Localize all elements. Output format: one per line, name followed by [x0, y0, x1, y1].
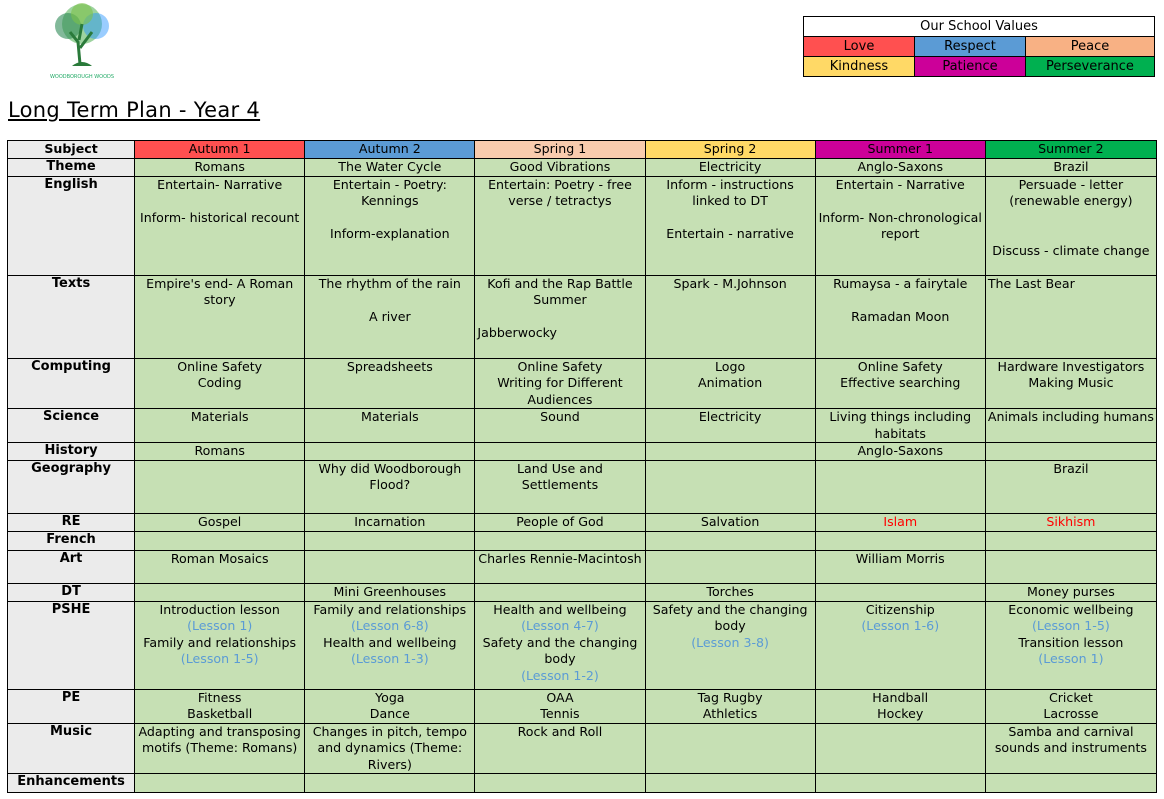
plan-cell [135, 176, 305, 275]
plan-cell [985, 531, 1156, 550]
lesson-range: (Lesson 1) [187, 618, 253, 633]
subject-label: PE [8, 689, 135, 723]
plan-row-geography [8, 460, 1157, 513]
cell-line: Empire's end- A Roman story [146, 275, 294, 307]
cell-line: The Last Bear [987, 275, 1075, 291]
plan-cell [815, 176, 985, 275]
plan-cell: Living things including habitats [815, 409, 985, 443]
subject-label: English [8, 176, 135, 275]
plan-row-art [8, 550, 1157, 583]
cell-line [818, 724, 983, 741]
cell-line: Inform- Non-chronological report [818, 209, 982, 241]
plan-cell [475, 774, 645, 793]
cell-line: Entertain - Poetry: Kennings [332, 176, 447, 208]
plan-cell [305, 176, 475, 275]
cell-line: Transition lesson [1018, 634, 1124, 650]
plan-cell: Romans [135, 443, 305, 461]
plan-cell: Animals including humans [985, 409, 1156, 443]
plan-cell [305, 358, 475, 409]
lesson-range: (Lesson 1-3) [350, 651, 429, 666]
plan-cell [305, 723, 475, 774]
school-name: WOODBOROUGH WOODS [49, 74, 115, 80]
plan-cell [815, 583, 985, 601]
plan-cell [985, 601, 1156, 689]
plan-cell [645, 689, 815, 723]
plan-cell: Torches [645, 583, 815, 601]
value-love: Love [804, 37, 915, 57]
plan-cell [305, 689, 475, 723]
cell-line: Rock and Roll [517, 723, 603, 739]
header-term: Spring 2 [645, 141, 815, 159]
cell-line: Logo [715, 358, 746, 374]
cell-line: Kofi and the Rap Battle Summer [487, 275, 633, 307]
plan-cell: Anglo-Saxons [815, 443, 985, 461]
cell-line: Economic wellbeing [1008, 601, 1134, 617]
plan-cell [815, 358, 985, 409]
plan-cell: Brazil [985, 460, 1156, 513]
plan-cell: Brazil [985, 159, 1156, 177]
plan-row-texts [8, 275, 1157, 358]
plan-cell: Charles Rennie-Macintosh [475, 550, 645, 583]
plan-row-enhancements [8, 774, 1157, 793]
cell-line: Family and relationships [313, 601, 467, 617]
plan-cell [645, 275, 815, 358]
plan-cell: Romans [135, 159, 305, 177]
cell-line [988, 210, 1154, 227]
cell-line: Health and wellbeing [493, 601, 627, 617]
lesson-range: (Lesson 1-2) [521, 667, 599, 683]
cell-line: Online Safety [517, 358, 603, 374]
plan-cell [135, 774, 305, 793]
plan-cell: The Water Cycle [305, 159, 475, 177]
subject-label: French [8, 531, 135, 550]
subject-label: History [8, 443, 135, 461]
cell-line [648, 210, 813, 227]
cell-line: Adapting and transposing motifs (Theme: Romans) [138, 723, 301, 755]
lesson-range: (Lesson 1-6) [861, 618, 940, 633]
plan-cell: Sikhism [985, 513, 1156, 531]
cell-line: Athletics [702, 706, 758, 721]
plan-cell [475, 689, 645, 723]
subject-label: Computing [8, 358, 135, 409]
header-term: Spring 1 [475, 141, 645, 159]
plan-row-pshe [8, 601, 1157, 689]
cell-line: Introduction lesson [159, 601, 280, 617]
subject-label: PSHE [8, 601, 135, 689]
plan-row-pe [8, 689, 1157, 723]
subject-label: Music [8, 723, 135, 774]
subject-label: Theme [8, 159, 135, 177]
plan-row-music [8, 723, 1157, 774]
plan-cell [305, 275, 475, 358]
lesson-range: (Lesson 6-8) [350, 618, 429, 633]
cell-line [648, 724, 813, 741]
plan-row-re [8, 513, 1157, 531]
plan-cell [135, 601, 305, 689]
cell-line [137, 193, 302, 210]
plan-cell [475, 443, 645, 461]
cell-line: Online Safety [857, 358, 943, 374]
cell-line: Hardware Investigators [997, 358, 1145, 374]
cell-line: Safety and the changing body [652, 601, 808, 633]
plan-cell [645, 550, 815, 583]
plan-cell [475, 531, 645, 550]
subject-label: Texts [8, 275, 135, 358]
cell-line: Discuss - climate change [992, 242, 1150, 258]
plan-cell [815, 601, 985, 689]
plan-cell [985, 689, 1156, 723]
values-title: Our School Values [804, 17, 1155, 37]
plan-cell [815, 460, 985, 513]
plan-cell: Land Use and Settlements [475, 460, 645, 513]
lesson-range: (Lesson 1) [1038, 651, 1104, 666]
plan-cell: Electricity [645, 409, 815, 443]
plan-cell: Money purses [985, 583, 1156, 601]
page-title: Long Term Plan - Year 4 [8, 98, 261, 122]
cell-line: Family and relationships [143, 634, 297, 650]
plan-cell: Incarnation [305, 513, 475, 531]
cell-line: Entertain: Poetry - free verse / tetractys [488, 176, 632, 208]
plan-cell: Roman Mosaics [135, 550, 305, 583]
plan-cell [135, 689, 305, 723]
plan-cell [645, 443, 815, 461]
plan-header-row [8, 141, 1157, 159]
plan-cell: Sound [475, 409, 645, 443]
cell-line: Basketball [187, 706, 253, 721]
lesson-range: (Lesson 3-8) [691, 634, 769, 650]
plan-cell [645, 601, 815, 689]
cell-line [307, 292, 472, 309]
plan-cell [305, 550, 475, 583]
plan-cell [475, 601, 645, 689]
cell-line: Ramadan Moon [851, 308, 950, 324]
lesson-range: (Lesson 1-5) [1032, 618, 1110, 633]
plan-cell [645, 460, 815, 513]
cell-line [818, 193, 983, 210]
header-term: Summer 2 [985, 141, 1156, 159]
cell-line: Entertain- Narrative [157, 176, 283, 192]
value-patience: Patience [915, 57, 1026, 77]
cell-line: Changes in pitch, tempo and dynamics (Theme: Rivers) [312, 723, 467, 772]
cell-line: Online Safety [177, 358, 263, 374]
plan-row-dt [8, 583, 1157, 601]
plan-cell [985, 550, 1156, 583]
plan-cell: Gospel [135, 513, 305, 531]
cell-line: Lacrosse [1043, 706, 1099, 721]
cell-line: Writing for Different Audiences [497, 375, 623, 407]
plan-cell [475, 583, 645, 601]
plan-cell [815, 531, 985, 550]
cell-line: Jabberwocky [477, 325, 557, 340]
long-term-plan-table [7, 140, 1157, 793]
plan-row-history [8, 443, 1157, 461]
school-values-table [803, 16, 1155, 77]
plan-cell: Materials [135, 409, 305, 443]
header-term: Autumn 1 [135, 141, 305, 159]
cell-line [818, 292, 983, 309]
value-perseverance: Perseverance [1026, 57, 1155, 77]
plan-cell [815, 723, 985, 774]
cell-line [307, 210, 472, 227]
plan-cell [645, 774, 815, 793]
plan-cell [475, 275, 645, 358]
plan-cell [645, 723, 815, 774]
plan-cell: Anglo-Saxons [815, 159, 985, 177]
plan-cell [475, 358, 645, 409]
plan-cell [985, 443, 1156, 461]
plan-cell: Mini Greenhouses [305, 583, 475, 601]
cell-line [477, 309, 642, 326]
plan-row-english [8, 176, 1157, 275]
plan-cell [815, 689, 985, 723]
plan-cell: Electricity [645, 159, 815, 177]
subject-label: Geography [8, 460, 135, 513]
value-respect: Respect [915, 37, 1026, 57]
plan-cell: People of God [475, 513, 645, 531]
plan-cell [305, 774, 475, 793]
plan-cell: Islam [815, 513, 985, 531]
cell-line: Samba and carnival sounds and instruments [994, 723, 1147, 755]
cell-line: Inform-explanation [330, 226, 450, 241]
lesson-range: (Lesson 1-5) [180, 651, 259, 666]
plan-cell [645, 531, 815, 550]
cell-line [988, 226, 1154, 243]
cell-line: OAA [546, 689, 574, 705]
plan-cell: Why did Woodborough Flood? [305, 460, 475, 513]
plan-cell [475, 176, 645, 275]
plan-cell: Salvation [645, 513, 815, 531]
cell-line: Animation [697, 375, 763, 390]
cell-line: Entertain - Narrative [835, 176, 965, 192]
cell-line: Rumaysa - a fairytale [833, 275, 968, 291]
cell-line: Citizenship [865, 601, 935, 617]
cell-line: Dance [369, 706, 410, 721]
cell-line: Health and wellbeing [323, 634, 457, 650]
plan-cell [815, 774, 985, 793]
plan-row-science [8, 409, 1157, 443]
plan-cell [645, 176, 815, 275]
plan-cell [135, 723, 305, 774]
plan-cell [985, 358, 1156, 409]
cell-line: Inform- historical recount [140, 209, 300, 225]
header-term: Summer 1 [815, 141, 985, 159]
plan-cell [645, 358, 815, 409]
cell-line: The rhythm of the rain [318, 275, 461, 291]
cell-line: Tag Rugby [697, 689, 763, 705]
subject-label: Art [8, 550, 135, 583]
value-kindness: Kindness [804, 57, 915, 77]
subject-label: DT [8, 583, 135, 601]
lesson-range: (Lesson 4-7) [521, 618, 599, 633]
plan-cell [135, 583, 305, 601]
plan-cell [475, 723, 645, 774]
cell-line: Spark - M.Johnson [673, 275, 787, 291]
subject-label: Science [8, 409, 135, 443]
cell-line: Safety and the changing body [482, 634, 638, 666]
header-subject: Subject [8, 141, 135, 159]
value-peace: Peace [1026, 37, 1155, 57]
cell-line: Persuade - letter (renewable energy) [1009, 176, 1133, 208]
cell-line: Coding [197, 375, 242, 390]
cell-line: Fitness [197, 689, 242, 705]
cell-line: Entertain - narrative [666, 226, 794, 241]
plan-row-french [8, 531, 1157, 550]
cell-line: Tennis [540, 706, 580, 721]
cell-line: Making Music [1028, 375, 1114, 390]
plan-cell: Good Vibrations [475, 159, 645, 177]
plan-cell [815, 275, 985, 358]
cell-line: Yoga [375, 689, 405, 705]
plan-cell [135, 460, 305, 513]
tree-icon [55, 3, 109, 66]
cell-line: Effective searching [840, 375, 961, 390]
plan-row-theme [8, 159, 1157, 177]
plan-cell [305, 443, 475, 461]
cell-line: A river [368, 308, 411, 324]
cell-line: Handball [872, 689, 929, 705]
plan-cell [305, 601, 475, 689]
cell-line: Inform - instructions linked to DT [666, 176, 794, 208]
cell-line: Spreadsheets [346, 358, 433, 374]
plan-cell [135, 531, 305, 550]
subject-label: RE [8, 513, 135, 531]
plan-cell [135, 275, 305, 358]
plan-cell [985, 176, 1156, 275]
plan-cell [305, 531, 475, 550]
header-term: Autumn 2 [305, 141, 475, 159]
plan-cell [985, 723, 1156, 774]
cell-line: Cricket [1048, 689, 1093, 705]
plan-cell [985, 774, 1156, 793]
plan-cell: William Morris [815, 550, 985, 583]
plan-cell [135, 358, 305, 409]
plan-cell [985, 275, 1156, 358]
cell-line: Hockey [877, 706, 924, 721]
plan-cell: Materials [305, 409, 475, 443]
plan-row-computing [8, 358, 1157, 409]
subject-label: Enhancements [8, 774, 135, 793]
